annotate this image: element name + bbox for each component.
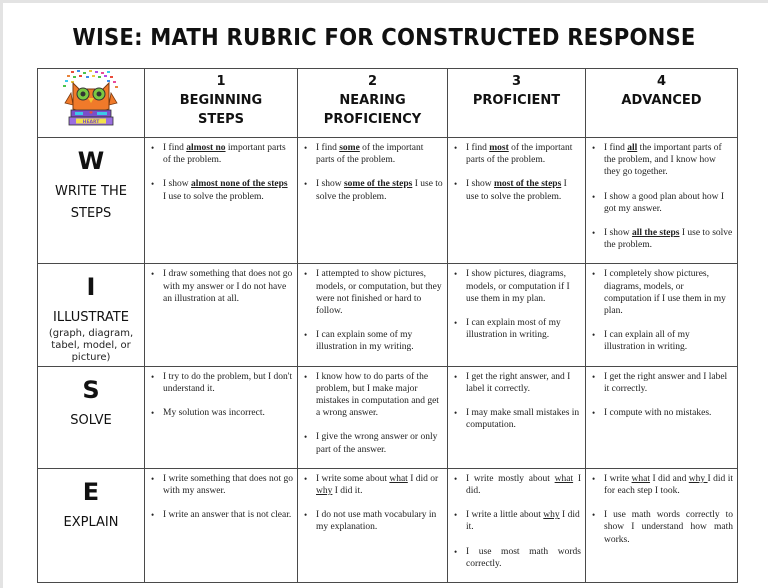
descriptor-bullet: • I attempted to show pictures, models, or computation, but they were not finished or hard to follow.: [298, 268, 443, 317]
column-header-2: [298, 69, 448, 138]
criterion-letter: S: [82, 375, 100, 404]
descriptor-cell: [298, 366, 448, 468]
descriptor-bullet: • I can explain most of my illustration in writing.: [448, 317, 581, 341]
header-row: [38, 69, 738, 138]
descriptor-bullet: • I write some about what I did or why I did it.: [298, 473, 443, 497]
criterion-cell: [38, 366, 145, 468]
descriptor-bullet: • I show pictures, diagrams, models, or computation if I use them in my plan.: [448, 268, 581, 305]
criterion-letter: E: [82, 477, 100, 506]
descriptor-cell: [145, 264, 298, 366]
column-score: 2: [367, 74, 378, 89]
rubric-row-solve: [38, 366, 738, 468]
descriptor-bullet: • I find most of the important parts of the problem.: [448, 142, 581, 166]
column-label: ADVANCED: [621, 93, 702, 108]
descriptor-bullet: • I do not use math vocabulary in my explanation.: [298, 509, 443, 533]
column-score: 4: [656, 74, 667, 89]
descriptor-cell: [586, 264, 738, 366]
column-score: 1: [216, 74, 226, 89]
descriptor-cell: [145, 138, 298, 264]
descriptor-cell: [448, 138, 586, 264]
criterion-name: STEPS: [70, 206, 112, 221]
descriptor-bullet: • I show almost none of the steps I use to solve the problem.: [145, 178, 293, 202]
column-label: PROFICIENT: [472, 93, 561, 108]
descriptor-bullet: • I show a good plan about how I got my answer.: [586, 191, 733, 215]
descriptor-bullet: • I know how to do parts of the problem, but I make major mistakes in computation and get a wrong answer.: [298, 371, 443, 420]
descriptor-bullet: • I use most math words correctly.: [448, 546, 581, 570]
page-frame-top: [0, 0, 768, 3]
descriptor-cell: [298, 264, 448, 366]
criterion-name: SOLVE: [70, 412, 112, 428]
criterion-cell: [38, 138, 145, 264]
criterion-subtitle: (graph, diagram, tabel, model, or picture): [48, 328, 134, 364]
column-header-1: [145, 69, 298, 138]
descriptor-bullet: • I write what I did and why I did it for each step I took.: [586, 473, 733, 497]
descriptor-cell: [586, 366, 738, 468]
descriptor-cell: [586, 468, 738, 582]
criterion-name: ILLUSTRATE: [53, 310, 129, 326]
descriptor-bullet: • I can explain all of my illustration in writing.: [586, 329, 733, 353]
criterion-name: WRITE THE: [55, 184, 127, 199]
descriptor-bullet: • I try to do the problem, but I don't understand it.: [145, 371, 293, 395]
column-score: 3: [511, 74, 522, 89]
descriptor-cell: [298, 138, 448, 264]
descriptor-bullet: • I write something that does not go with my answer.: [145, 473, 293, 497]
descriptor-bullet: • I show most of the steps I use to solve the problem.: [448, 178, 581, 202]
descriptor-cell: [298, 468, 448, 582]
page-frame-left: [0, 0, 3, 588]
rubric-row-illustrate: [38, 264, 738, 366]
rubric-row-write: [38, 138, 738, 264]
descriptor-cell: [586, 138, 738, 264]
criterion-name: EXPLAIN: [63, 514, 119, 530]
descriptor-bullet: • I compute with no mistakes.: [586, 407, 733, 419]
criterion-letter: I: [86, 273, 96, 302]
descriptor-bullet: • I find some of the important parts of the problem.: [298, 142, 443, 166]
descriptor-cell: [448, 366, 586, 468]
descriptor-bullet: • I find all the important parts of the problem, and I know how they go together.: [586, 142, 733, 179]
descriptor-bullet: • I completely show pictures, diagrams, models, or computation if I use them in my plan.: [586, 268, 733, 317]
column-label: STEPS: [197, 112, 244, 127]
rubric-row-explain: [38, 468, 738, 582]
descriptor-cell: [448, 264, 586, 366]
descriptor-cell: [145, 468, 298, 582]
descriptor-bullet: • I write a little about why I did it.: [448, 509, 581, 533]
descriptor-bullet: • I use math words correctly to show I understand how math works.: [586, 509, 733, 546]
descriptor-bullet: • I show all the steps I use to solve the problem.: [586, 227, 733, 251]
descriptor-bullet: • I show some of the steps I use to solve the problem.: [298, 178, 443, 202]
descriptor-bullet: • I get the right answer, and I label it correctly.: [448, 371, 581, 395]
descriptor-bullet: • I can explain some of my illustration in my writing.: [298, 329, 443, 353]
logo-cell: [38, 69, 145, 138]
descriptor-cell: [448, 468, 586, 582]
descriptor-bullet: • I may make small mistakes in computation.: [448, 407, 581, 431]
criterion-letter: W: [77, 147, 105, 175]
rubric-table: [37, 68, 738, 583]
column-label: NEARING: [339, 93, 406, 108]
descriptor-bullet: • I write mostly about what I did.: [448, 473, 581, 497]
owl-on-books-icon: [49, 120, 133, 135]
column-header-4: [586, 69, 738, 138]
descriptor-bullet: • I give the wrong answer or only part of the answer.: [298, 431, 443, 455]
descriptor-bullet: • I draw something that does not go with my answer or I do not have an illustration at all.: [145, 268, 293, 305]
descriptor-bullet: • I get the right answer and I label it correctly.: [586, 371, 733, 395]
descriptor-bullet: • I find almost no important parts of the problem.: [145, 142, 293, 166]
column-label: PROFICIENCY: [323, 112, 422, 127]
descriptor-bullet: • My solution was incorrect.: [145, 407, 293, 419]
column-header-3: [448, 69, 586, 138]
descriptor-cell: [145, 366, 298, 468]
page-title: WISE: MATH RUBRIC FOR CONSTRUCTED RESPONSE: [72, 25, 696, 51]
criterion-cell: [38, 264, 145, 366]
svg-text:HEART: HEART: [82, 120, 100, 125]
descriptor-bullet: • I write an answer that is not clear.: [145, 509, 293, 521]
criterion-cell: [38, 468, 145, 582]
column-label: BEGINNING: [179, 93, 263, 108]
